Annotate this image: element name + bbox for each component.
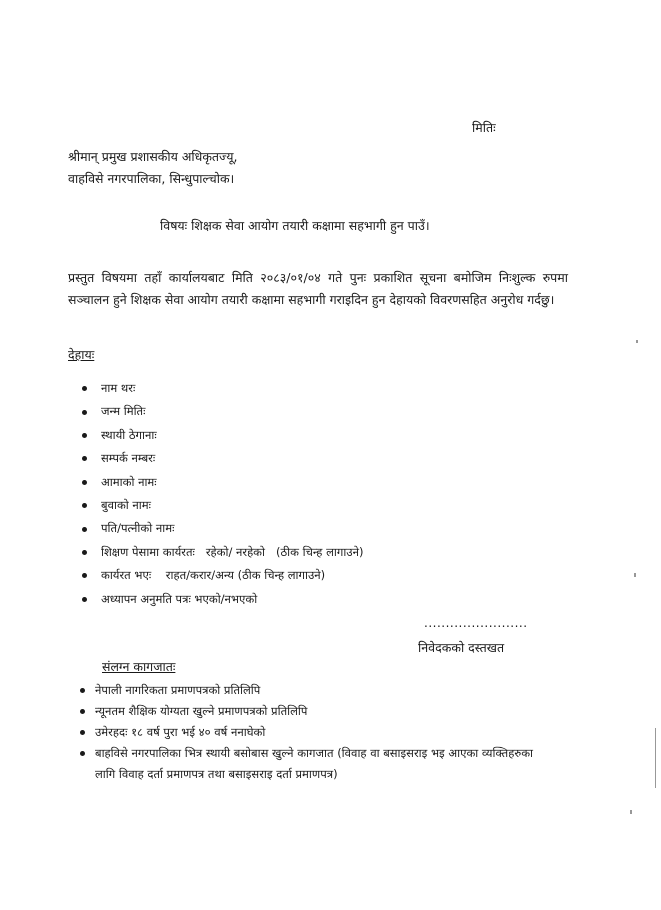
scan-artifact <box>634 573 636 577</box>
list-item <box>82 564 363 587</box>
list-item <box>80 701 540 722</box>
list-item <box>82 588 363 611</box>
bullet-icon <box>82 527 87 532</box>
attachment-text: नेपाली नागरिकता प्रमाणपत्रको प्रतिलिपि <box>95 683 261 697</box>
bullet-icon <box>82 456 87 461</box>
addressee-line-1: श्रीमान् प्रमुख प्रशासकीय अधिकृतज्यू, <box>68 149 238 164</box>
addressee-line-2: वाहविसे नगरपालिका, सिन्धुपाल्चोक। <box>68 171 235 186</box>
list-item <box>82 400 363 423</box>
detail-text: अध्यापन अनुमति पत्रः भएको/नभएको <box>101 591 258 606</box>
detail-text: जन्म मितिः <box>101 404 146 419</box>
signature-dotted-line: ........................ <box>424 616 528 630</box>
attachments-heading: संलग्न कागजातः <box>102 659 176 674</box>
attachment-text: न्यूनतम शैक्षिक योग्यता खुल्ने प्रमाणपत्रको प्रतिलिपि <box>95 704 308 718</box>
bullet-icon <box>82 550 87 555</box>
list-item <box>82 377 363 400</box>
subject-line: विषयः शिक्षक सेवा आयोग तयारी कक्षामा सहभागी हुन पाउँ। <box>160 218 430 233</box>
addressee-block <box>68 146 237 190</box>
bullet-icon <box>80 709 85 714</box>
detail-text: नाम थरः <box>101 381 136 395</box>
bullet-icon <box>82 433 87 438</box>
scan-artifact <box>636 340 638 343</box>
list-item <box>80 743 540 785</box>
attachments-list <box>80 680 540 785</box>
scan-artifact <box>655 728 656 788</box>
detail-text: कार्यरत भएः राहत/करार/अन्य (ठीक चिन्ह लागाउने) <box>101 568 326 583</box>
list-item <box>80 680 540 701</box>
bullet-icon <box>80 730 85 735</box>
detail-text: पति/पत्नीको नामः <box>101 521 175 536</box>
details-heading: देहायः <box>68 347 95 362</box>
list-item <box>82 424 363 447</box>
signature-label: निवेदकको दस्तखत <box>418 640 505 655</box>
detail-text: सम्पर्क नम्बरः <box>101 451 156 466</box>
list-item <box>82 541 363 564</box>
detail-text: बुवाको नामः <box>101 497 151 512</box>
bullet-icon <box>80 688 85 693</box>
detail-text: आमाको नामः <box>101 474 157 489</box>
details-list <box>82 377 363 611</box>
scan-artifact <box>630 810 632 814</box>
bullet-icon <box>82 480 87 485</box>
body-paragraph: प्रस्तुत विषयमा तहाँ कार्यालयबाट मिति २०८३/०१/०४ गते पुनः प्रकाशित सूचना बमोजिम निःशुल्क रुपमा सञ्चालन हुने शिक्षक सेवा आयोग तयारी कक्षामा सहभागी गराइदिन हुन देहायको विवरणसहित अनुरोध गर्दछु। <box>68 270 568 307</box>
attachment-text: उमेरहदः १८ वर्ष पुरा भई ४० वर्ष ननाघेको <box>95 725 266 739</box>
date-label: मितिः <box>472 120 496 135</box>
list-item <box>82 517 363 540</box>
bullet-icon <box>82 573 87 578</box>
bullet-icon <box>82 386 87 391</box>
list-item <box>82 471 363 494</box>
list-item <box>80 722 540 743</box>
bullet-icon <box>82 597 87 602</box>
detail-text: स्थायी ठेगानाः <box>101 427 157 442</box>
list-item <box>82 494 363 517</box>
list-item <box>82 447 363 470</box>
attachment-text: बाहविसे नगरपालिका भित्र स्थायी बसोबास खुल्ने कागजात (विवाह वा बसाइसराइ भइ आएका व्यक्तिहरुका लागि विवाह दर्ता प्रमाणपत्र तथा बसाइसराइ दर्ता प्रमाणपत्र) <box>95 746 534 781</box>
bullet-icon <box>82 503 87 508</box>
detail-text: शिक्षण पेसामा कार्यरतः रहेको/ नरहेको (ठीक चिन्ह लागाउने) <box>101 544 364 559</box>
bullet-icon <box>82 410 87 415</box>
bullet-icon <box>80 751 85 756</box>
